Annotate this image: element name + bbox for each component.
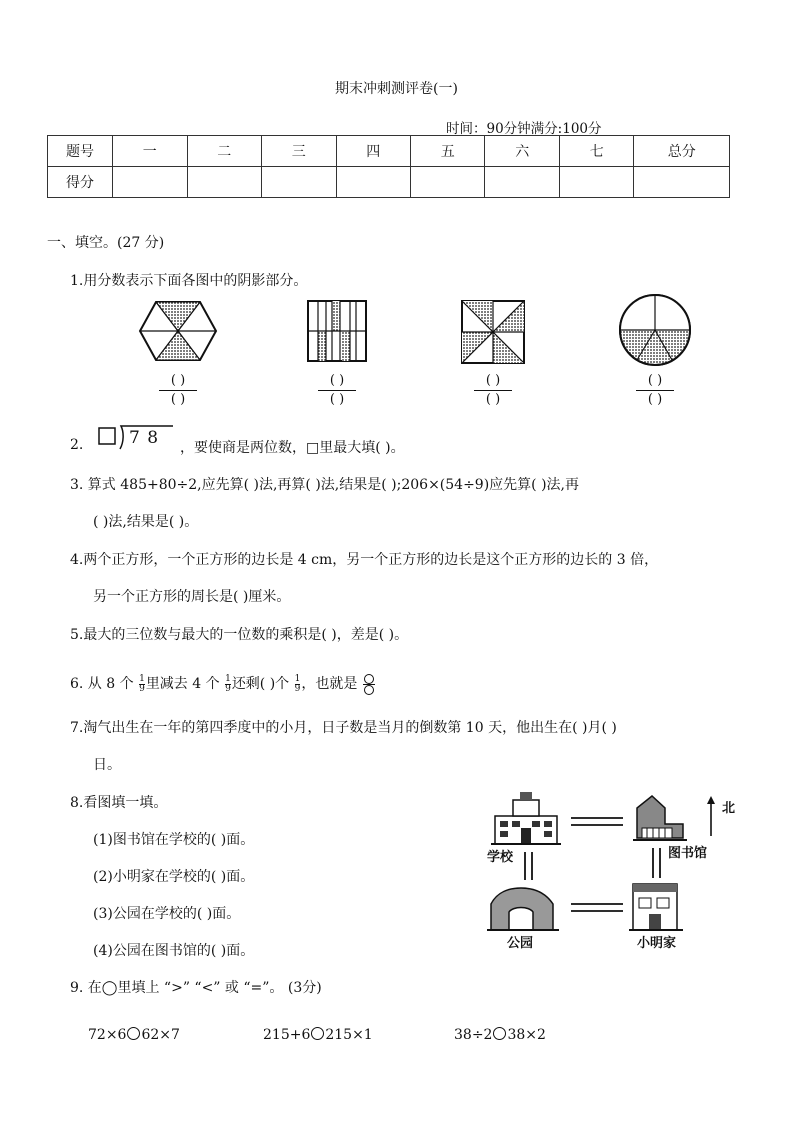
numerator-circle-icon bbox=[364, 674, 374, 684]
fraction-one-ninth bbox=[225, 675, 231, 694]
park-label: 公园 bbox=[507, 936, 534, 951]
q6-text-d: ，也就是 bbox=[301, 676, 358, 692]
north-label: 北 bbox=[722, 801, 736, 816]
school-label: 学校 bbox=[487, 850, 514, 865]
question-7-line1: 7.淘气出生在一年的第四季度中的小月，日子数是当月的倒数第 10 天，他出生在( )月( ) bbox=[70, 720, 617, 736]
denominator: 9 bbox=[225, 683, 231, 694]
fraction-answer-blank[interactable] bbox=[312, 373, 362, 408]
denominator-blank: ( ) bbox=[485, 392, 501, 407]
hexagon-figure bbox=[138, 296, 218, 366]
table-cell: 五 bbox=[410, 136, 484, 167]
fraction-bar bbox=[363, 684, 375, 695]
numerator: 1 bbox=[294, 673, 301, 684]
fraction-answer-blank[interactable] bbox=[630, 373, 680, 408]
table-cell: 题号 bbox=[48, 136, 113, 167]
fraction-bar bbox=[318, 390, 356, 391]
q6-text-c: 还剩( )个 bbox=[231, 676, 290, 692]
fraction-one-ninth bbox=[295, 675, 301, 694]
score-input-cell[interactable] bbox=[410, 167, 484, 198]
question-8: 8.看图填一填。 bbox=[70, 795, 168, 811]
table-cell: 六 bbox=[485, 136, 559, 167]
score-input-cell[interactable] bbox=[634, 167, 730, 198]
table-cell: 一 bbox=[113, 136, 187, 167]
school-building-icon bbox=[491, 792, 561, 844]
table-cell: 总分 bbox=[634, 136, 730, 167]
table-cell: 得分 bbox=[48, 167, 113, 198]
score-input-cell[interactable] bbox=[485, 167, 559, 198]
table-cell: 三 bbox=[262, 136, 336, 167]
home-building-icon bbox=[629, 884, 683, 930]
denominator-blank: ( ) bbox=[170, 392, 186, 407]
library-building-icon bbox=[633, 796, 687, 840]
question-8-item: (1)图书馆在学校的( )面。 bbox=[93, 832, 255, 848]
compare-circle-icon[interactable] bbox=[127, 1027, 140, 1040]
compare-circle-icon[interactable] bbox=[493, 1027, 506, 1040]
numerator-blank: ( ) bbox=[329, 373, 345, 388]
question-6 bbox=[70, 673, 376, 695]
denominator: 9 bbox=[294, 683, 301, 694]
score-input-cell[interactable] bbox=[113, 167, 187, 198]
compare-left: 38÷2 bbox=[454, 1027, 493, 1043]
compare-item bbox=[88, 1027, 180, 1043]
question-5: 5.最大的三位数与最大的一位数的乘积是( )，差是( )。 bbox=[70, 627, 409, 643]
fraction-one-ninth bbox=[139, 675, 145, 694]
question-3-line1: 3. 算式 485+80÷2,应先算( )法,再算( )法,结果是( );206×(54÷9)应先算( )法,再 bbox=[70, 477, 580, 493]
q6-text-b: 里减去 4 个 bbox=[145, 676, 220, 692]
question-1: 1.用分数表示下面各图中的阴影部分。 bbox=[70, 273, 308, 289]
question-4-line1: 4.两个正方形，一个正方形的边长是 4 cm，另一个正方形的边长是这个正方形的边长的 3 倍， bbox=[70, 552, 659, 568]
circle-figure bbox=[617, 292, 693, 368]
section-heading: 一、填空。(27 分) bbox=[47, 235, 165, 251]
fraction-blank-answer[interactable] bbox=[363, 674, 375, 695]
table-row bbox=[48, 136, 730, 167]
compare-left: 72×6 bbox=[88, 1027, 127, 1043]
compare-circle-icon[interactable] bbox=[311, 1027, 324, 1040]
score-input-cell[interactable] bbox=[559, 167, 633, 198]
denominator: 9 bbox=[139, 683, 145, 694]
q6-text-a: 6. 从 8 个 bbox=[70, 676, 134, 692]
score-input-cell[interactable] bbox=[187, 167, 261, 198]
fraction-bar bbox=[474, 390, 512, 391]
question-8-item: (3)公园在学校的( )面。 bbox=[93, 906, 241, 922]
table-cell: 七 bbox=[559, 136, 633, 167]
park-gate-icon bbox=[487, 888, 559, 930]
fraction-bar bbox=[159, 390, 197, 391]
table-row bbox=[48, 167, 730, 198]
compare-right: 215×1 bbox=[325, 1027, 373, 1043]
question-3-line2: ( )法,结果是( )。 bbox=[93, 514, 199, 530]
numerator-blank: ( ) bbox=[485, 373, 501, 388]
page-title: 期末冲刺测评卷(一) bbox=[335, 81, 458, 97]
compare-right: 62×7 bbox=[141, 1027, 180, 1043]
question-4-line2: 另一个正方形的周长是( )厘米。 bbox=[93, 589, 291, 605]
question-2-text: ，要使商是两位数，□里最大填( )。 bbox=[180, 440, 405, 456]
numerator: 1 bbox=[225, 673, 231, 684]
question-7-line2: 日。 bbox=[93, 757, 121, 773]
dividend: 7 8 bbox=[129, 428, 160, 448]
rectangle-strips-figure bbox=[306, 299, 370, 365]
question-2-number: 2. bbox=[70, 437, 84, 453]
question-9: 9. 在◯里填上 “>” “<” 或 “=”。 (3分) bbox=[70, 980, 322, 996]
pinwheel-square-figure bbox=[460, 299, 526, 365]
question-8-item: (4)公园在图书馆的( )面。 bbox=[93, 943, 255, 959]
numerator: 1 bbox=[139, 673, 145, 684]
compare-item bbox=[454, 1027, 546, 1043]
denominator-circle-icon bbox=[364, 685, 374, 695]
denominator-blank: ( ) bbox=[329, 392, 345, 407]
question-8-item: (2)小明家在学校的( )面。 bbox=[93, 869, 255, 885]
table-cell: 四 bbox=[336, 136, 410, 167]
numerator-blank: ( ) bbox=[170, 373, 186, 388]
score-input-cell[interactable] bbox=[262, 167, 336, 198]
score-input-cell[interactable] bbox=[336, 167, 410, 198]
numerator-blank: ( ) bbox=[647, 373, 663, 388]
exam-meta: 时间：90分钟满分:100分 bbox=[446, 121, 602, 137]
fraction-answer-blank[interactable] bbox=[468, 373, 518, 408]
denominator-blank: ( ) bbox=[647, 392, 663, 407]
compare-right: 38×2 bbox=[507, 1027, 546, 1043]
fraction-answer-blank[interactable] bbox=[153, 373, 203, 408]
compare-item bbox=[263, 1027, 373, 1043]
fraction-bar bbox=[636, 390, 674, 391]
score-table bbox=[47, 135, 730, 198]
home-label: 小明家 bbox=[637, 936, 677, 951]
table-cell: 二 bbox=[187, 136, 261, 167]
library-label: 图书馆 bbox=[668, 846, 708, 861]
compare-left: 215+6 bbox=[263, 1027, 311, 1043]
